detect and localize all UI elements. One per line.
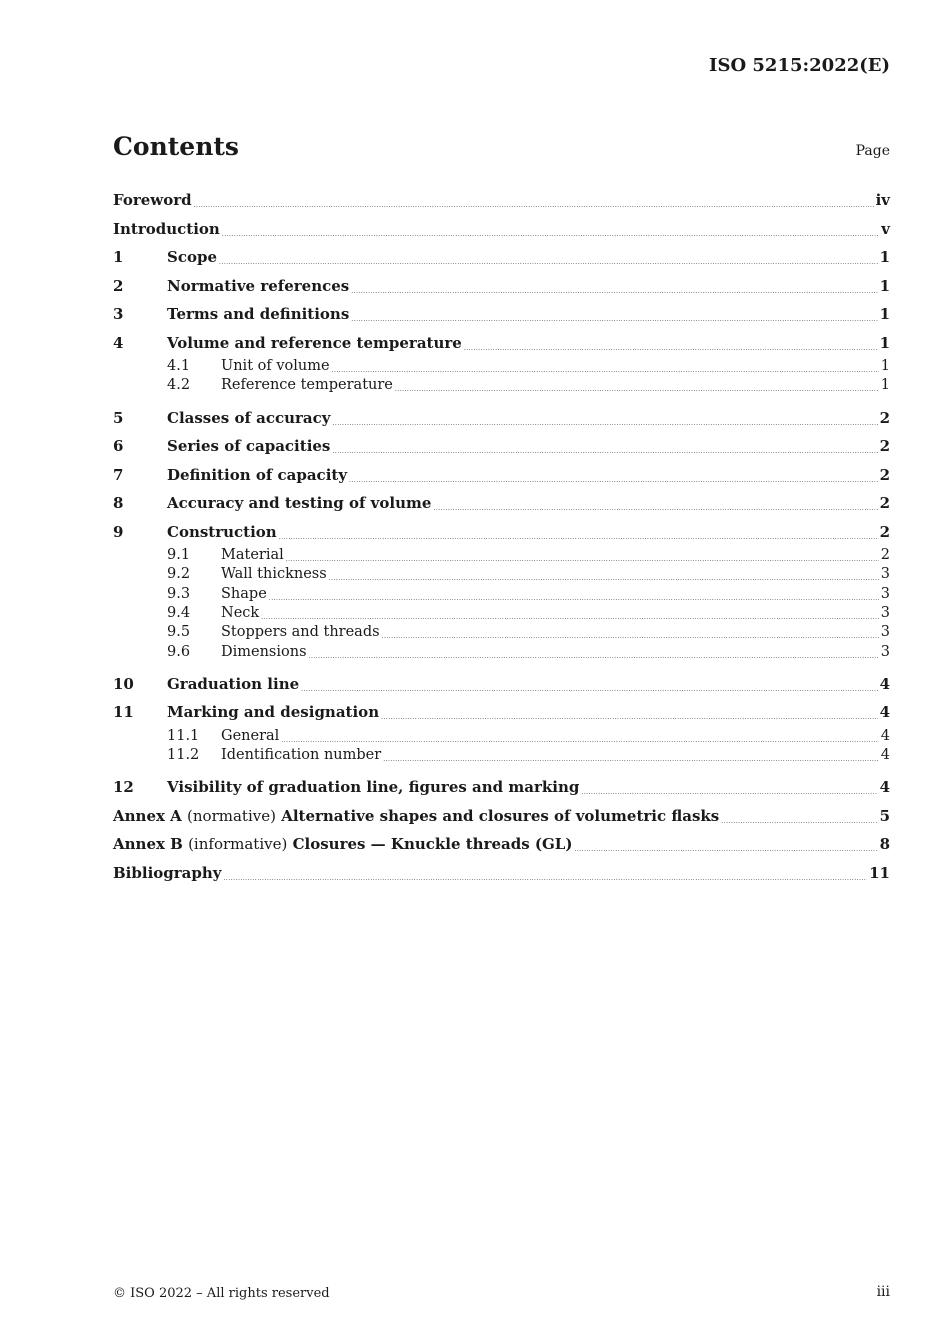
toc-number: 9.4 bbox=[167, 604, 191, 621]
toc-label: Neck bbox=[221, 604, 260, 621]
toc-number: 8 bbox=[113, 494, 124, 513]
toc-entry-3[interactable] bbox=[113, 300, 890, 329]
toc-label: Series of capacities bbox=[167, 437, 331, 456]
toc-page: 3 bbox=[880, 624, 890, 641]
toc-label: Stoppers and threads bbox=[221, 624, 380, 641]
leader-dots bbox=[351, 289, 877, 304]
toc-entry-12[interactable] bbox=[113, 773, 890, 802]
toc-entry-4[interactable] bbox=[113, 329, 890, 358]
toc-number: 5 bbox=[113, 408, 124, 427]
toc-page: 3 bbox=[880, 604, 890, 621]
toc-page: 4 bbox=[880, 747, 890, 764]
toc-number: 3 bbox=[113, 305, 124, 323]
toc-entry-5[interactable] bbox=[113, 404, 890, 433]
toc-entry-bibliography[interactable] bbox=[113, 859, 890, 888]
leader-dots bbox=[329, 576, 879, 591]
toc-page: iv bbox=[875, 191, 890, 209]
toc-label: Accuracy and testing of volume bbox=[167, 494, 432, 513]
toc-label: Alternative shapes and closures of volumetric flasks bbox=[281, 806, 720, 825]
toc-page: 3 bbox=[880, 643, 890, 660]
leader-dots bbox=[261, 615, 879, 630]
toc-number: 4.1 bbox=[167, 358, 191, 374]
toc-label: Wall thickness bbox=[221, 566, 327, 583]
leader-dots bbox=[309, 654, 879, 669]
footer-page-number: iii bbox=[876, 1284, 890, 1300]
toc-label: Normative references bbox=[167, 276, 350, 295]
toc-label: Shape bbox=[221, 585, 267, 602]
toc-number: 11.1 bbox=[167, 727, 200, 744]
leader-dots bbox=[574, 847, 877, 862]
toc-number: 9.5 bbox=[167, 624, 191, 641]
toc-label: Bibliography bbox=[113, 863, 222, 882]
toc-entry-annex-b[interactable] bbox=[113, 830, 890, 859]
toc-page: 2 bbox=[879, 465, 890, 484]
toc-number: 7 bbox=[113, 465, 124, 484]
toc-entry-7[interactable] bbox=[113, 461, 890, 490]
toc-label: General bbox=[221, 727, 280, 744]
toc-entry-annex-a[interactable] bbox=[113, 802, 890, 831]
toc-entry-foreword[interactable] bbox=[113, 186, 890, 215]
leader-dots bbox=[269, 596, 879, 611]
toc-page: 1 bbox=[880, 358, 890, 374]
toc-page: 8 bbox=[879, 835, 890, 854]
leader-dots bbox=[433, 506, 877, 521]
page-column-label: Page bbox=[855, 143, 890, 159]
document-id: ISO 5215:2022(E) bbox=[709, 55, 890, 76]
leader-dots bbox=[721, 819, 877, 834]
leader-dots bbox=[332, 449, 877, 464]
toc-page: 1 bbox=[879, 276, 890, 295]
toc-label: Definition of capacity bbox=[167, 465, 348, 484]
leader-dots bbox=[351, 317, 877, 332]
toc-label: Foreword bbox=[113, 191, 192, 209]
toc-entry-10[interactable] bbox=[113, 670, 890, 699]
toc-entry-2[interactable] bbox=[113, 272, 890, 301]
toc-label: Classes of accuracy bbox=[167, 408, 331, 427]
toc-number: 9 bbox=[113, 522, 124, 541]
toc-label: Visibility of graduation line, figures and marking bbox=[167, 778, 580, 797]
leader-dots bbox=[333, 421, 878, 436]
leader-dots bbox=[464, 346, 878, 361]
toc-number: 10 bbox=[113, 674, 134, 693]
toc-page: 2 bbox=[879, 437, 890, 456]
toc-page: 4 bbox=[879, 674, 890, 693]
leader-dots bbox=[222, 232, 879, 247]
toc-page: v bbox=[881, 219, 890, 238]
toc-label: Identification number bbox=[221, 747, 382, 764]
toc-entry-8[interactable] bbox=[113, 489, 890, 518]
leader-dots bbox=[301, 687, 877, 702]
toc-entry-11[interactable] bbox=[113, 698, 890, 727]
toc-label: Scope bbox=[167, 248, 218, 266]
toc-number: 2 bbox=[113, 276, 124, 295]
leader-dots bbox=[194, 203, 874, 218]
toc-page: 2 bbox=[880, 547, 890, 564]
toc-entry-9[interactable] bbox=[113, 518, 890, 547]
toc-page: 3 bbox=[880, 566, 890, 583]
leader-dots bbox=[219, 260, 878, 275]
toc-number: 1 bbox=[113, 248, 124, 266]
leader-dots bbox=[279, 535, 878, 550]
toc-page: 1 bbox=[879, 333, 890, 352]
toc-label: Construction bbox=[167, 522, 277, 541]
toc-number: 9.2 bbox=[167, 566, 191, 583]
toc-entry-introduction[interactable] bbox=[113, 215, 890, 244]
annex-prefix: Annex A bbox=[113, 806, 182, 825]
toc-number: 11 bbox=[113, 703, 134, 722]
toc-number: 9.6 bbox=[167, 643, 191, 660]
toc-number: 6 bbox=[113, 437, 124, 456]
table-of-contents bbox=[113, 186, 890, 887]
toc-label: Material bbox=[221, 547, 284, 564]
toc-page: 3 bbox=[880, 585, 890, 602]
footer-copyright: © ISO 2022 – All rights reserved bbox=[113, 1286, 330, 1301]
leader-dots bbox=[286, 557, 879, 572]
toc-page: 4 bbox=[880, 727, 890, 744]
page-title: Contents bbox=[113, 132, 240, 161]
toc-label: Dimensions bbox=[221, 643, 307, 660]
toc-number: 4.2 bbox=[167, 377, 191, 394]
toc-number: 11.2 bbox=[167, 747, 200, 764]
toc-page: 5 bbox=[879, 806, 890, 825]
toc-page: 2 bbox=[879, 494, 890, 513]
toc-label: Marking and designation bbox=[167, 703, 380, 722]
leader-dots bbox=[332, 368, 879, 383]
annex-type: (informative) bbox=[188, 835, 288, 854]
leader-dots bbox=[395, 387, 879, 402]
leader-dots bbox=[382, 634, 879, 649]
leader-dots bbox=[349, 478, 878, 493]
toc-label: Graduation line bbox=[167, 674, 300, 693]
leader-dots bbox=[581, 790, 877, 805]
toc-number: 9.3 bbox=[167, 585, 191, 602]
toc-number: 12 bbox=[113, 778, 134, 797]
leader-dots bbox=[383, 757, 879, 772]
leader-dots bbox=[381, 715, 877, 730]
toc-page: 2 bbox=[879, 522, 890, 541]
annex-prefix: Annex B bbox=[113, 835, 183, 854]
toc-label: Terms and definitions bbox=[167, 305, 350, 323]
toc-page: 4 bbox=[879, 778, 890, 797]
toc-number: 4 bbox=[113, 333, 124, 352]
toc-number: 9.1 bbox=[167, 547, 191, 564]
toc-entry-1[interactable] bbox=[113, 243, 890, 272]
annex-type: (normative) bbox=[187, 806, 276, 825]
toc-label: Unit of volume bbox=[221, 358, 330, 374]
toc-label: Volume and reference temperature bbox=[167, 333, 462, 352]
toc-page: 11 bbox=[869, 863, 890, 882]
toc-page: 1 bbox=[879, 305, 890, 323]
toc-label: Reference temperature bbox=[221, 377, 393, 394]
leader-dots bbox=[224, 876, 868, 891]
toc-page: 4 bbox=[879, 703, 890, 722]
toc-entry-6[interactable] bbox=[113, 432, 890, 461]
leader-dots bbox=[281, 738, 878, 753]
toc-page: 1 bbox=[880, 377, 890, 394]
toc-label: Introduction bbox=[113, 219, 220, 238]
toc-page: 2 bbox=[879, 408, 890, 427]
toc-page: 1 bbox=[879, 248, 890, 266]
toc-label: Closures — Knuckle threads (GL) bbox=[292, 835, 573, 854]
